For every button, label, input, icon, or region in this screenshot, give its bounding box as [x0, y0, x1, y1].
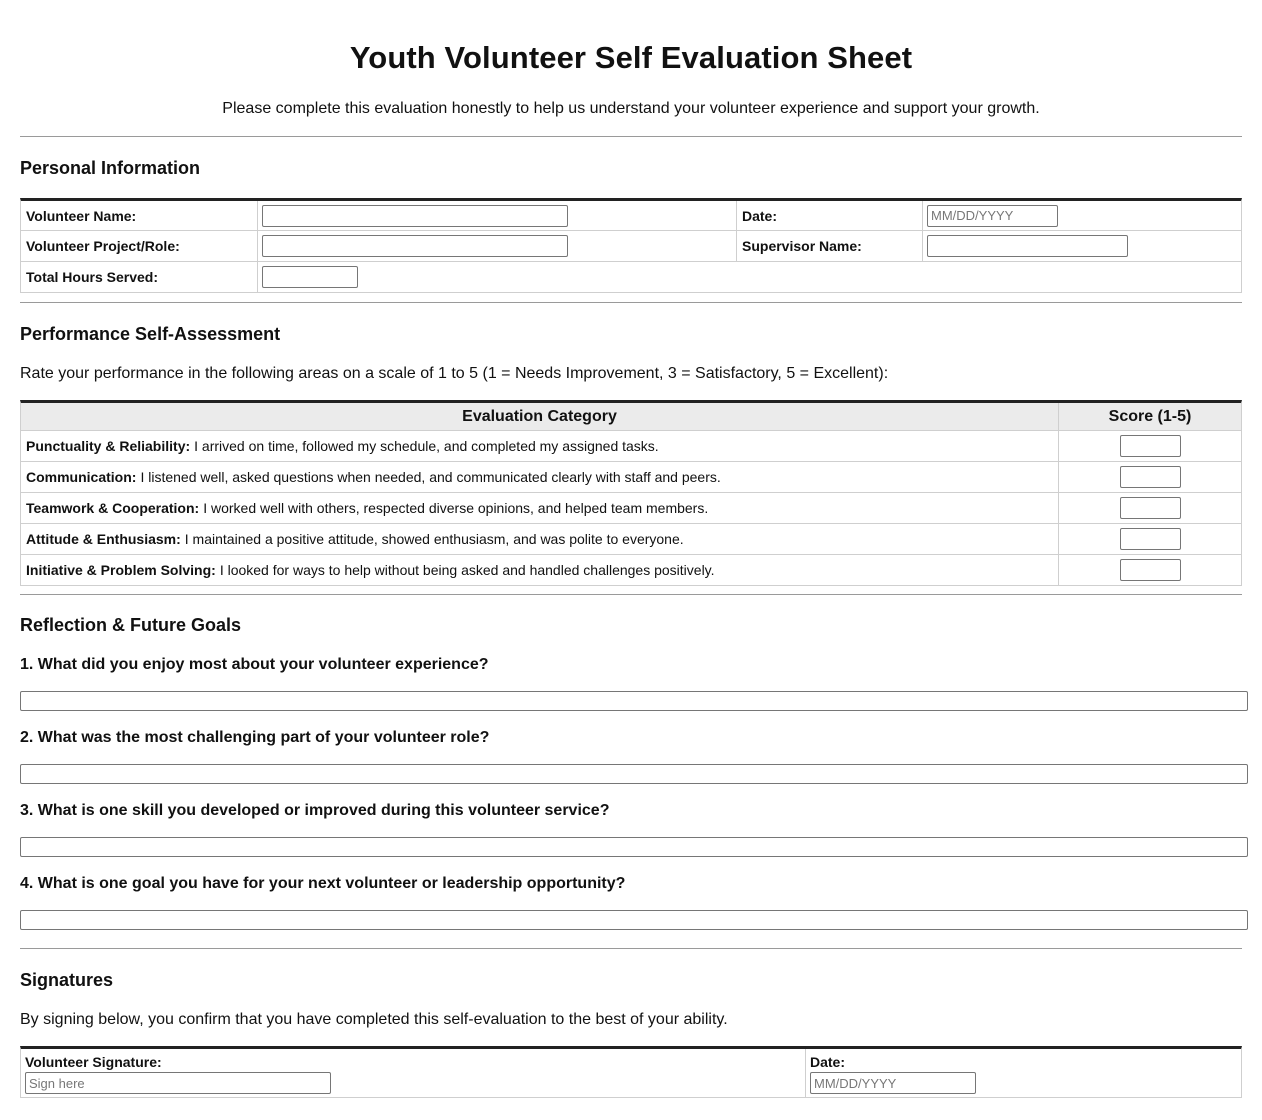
divider — [20, 948, 1242, 949]
date-input[interactable]: MM/DD/YYYY — [927, 205, 1058, 227]
score-input-communication[interactable] — [1120, 466, 1181, 488]
question-2: 2. What was the most challenging part of your volunteer role? — [20, 729, 490, 746]
category-name: Punctuality & Reliability: — [26, 438, 191, 454]
category-name: Initiative & Problem Solving: — [26, 562, 216, 578]
divider — [20, 594, 1242, 595]
volunteer-signature-label: Volunteer Signature: — [25, 1054, 162, 1070]
column-header-category: Evaluation Category — [21, 403, 1059, 430]
reflection-heading: Reflection & Future Goals — [20, 615, 242, 635]
supervisor-name-label: Supervisor Name: — [737, 231, 923, 261]
total-hours-label: Total Hours Served: — [21, 262, 258, 292]
answer-input-1[interactable] — [20, 691, 1248, 711]
signature-date-label: Date: — [810, 1054, 846, 1070]
project-role-input[interactable] — [262, 235, 568, 257]
total-hours-input[interactable] — [262, 266, 358, 288]
supervisor-name-input[interactable] — [927, 235, 1128, 257]
evaluation-table — [20, 400, 1242, 586]
table-row — [21, 493, 1241, 524]
table-row — [21, 431, 1241, 462]
score-input-initiative[interactable] — [1120, 559, 1181, 581]
category-name: Teamwork & Cooperation: — [26, 500, 200, 516]
volunteer-name-input[interactable] — [262, 205, 568, 227]
score-input-punctuality[interactable] — [1120, 435, 1181, 457]
table-row — [21, 462, 1241, 493]
category-description: I arrived on time, followed my schedule, and completed my assigned tasks. — [194, 438, 659, 454]
info-row — [21, 201, 1241, 231]
assessment-heading: Performance Self-Assessment — [20, 324, 281, 344]
category-description: I looked for ways to help without being asked and handled challenges positively. — [219, 562, 715, 578]
category-description: I listened well, asked questions when needed, and communicated clearly with staff and peers. — [140, 469, 721, 485]
assessment-intro: Rate your performance in the following areas on a scale of 1 to 5 (1 = Needs Improvement, 3 = Satisfactory, 5 = Excellent): — [20, 365, 889, 382]
score-input-teamwork[interactable] — [1120, 497, 1181, 519]
page-subtitle: Please complete this evaluation honestly to help us understand your volunteer experience and support your growth. — [222, 100, 1040, 117]
info-row — [21, 231, 1241, 262]
divider — [20, 302, 1242, 303]
evaluation-table-header — [21, 403, 1241, 431]
category-description: I worked well with others, respected diverse opinions, and helped team members. — [203, 500, 709, 516]
signatures-heading: Signatures — [20, 970, 114, 990]
column-header-score: Score (1-5) — [1108, 407, 1192, 425]
personal-info-table — [20, 198, 1242, 293]
signature-date-input[interactable]: MM/DD/YYYY — [810, 1072, 976, 1094]
question-3: 3. What is one skill you developed or improved during this volunteer service? — [20, 802, 610, 819]
page-title: Youth Volunteer Self Evaluation Sheet — [349, 40, 913, 75]
category-name: Communication: — [26, 469, 137, 485]
score-input-attitude[interactable] — [1120, 528, 1181, 550]
signature-table — [20, 1046, 1242, 1098]
signatures-intro: By signing below, you confirm that you have completed this self-evaluation to the best of your ability. — [20, 1011, 728, 1028]
table-row — [21, 555, 1241, 586]
date-label: Date: — [737, 201, 923, 230]
category-description: I maintained a positive attitude, showed enthusiasm, and was polite to everyone. — [184, 531, 684, 547]
divider — [20, 136, 1242, 137]
info-row — [21, 262, 1241, 293]
answer-input-3[interactable] — [20, 837, 1248, 857]
answer-input-2[interactable] — [20, 764, 1248, 784]
question-4: 4. What is one goal you have for your next volunteer or leadership opportunity? — [20, 875, 626, 892]
personal-info-heading: Personal Information — [20, 158, 201, 178]
question-1: 1. What did you enjoy most about your volunteer experience? — [20, 656, 489, 673]
project-role-label: Volunteer Project/Role: — [21, 231, 258, 261]
answer-input-4[interactable] — [20, 910, 1248, 930]
table-row — [21, 524, 1241, 555]
volunteer-name-label: Volunteer Name: — [21, 201, 258, 230]
volunteer-signature-input[interactable]: Sign here — [25, 1072, 331, 1094]
category-name: Attitude & Enthusiasm: — [26, 531, 181, 547]
